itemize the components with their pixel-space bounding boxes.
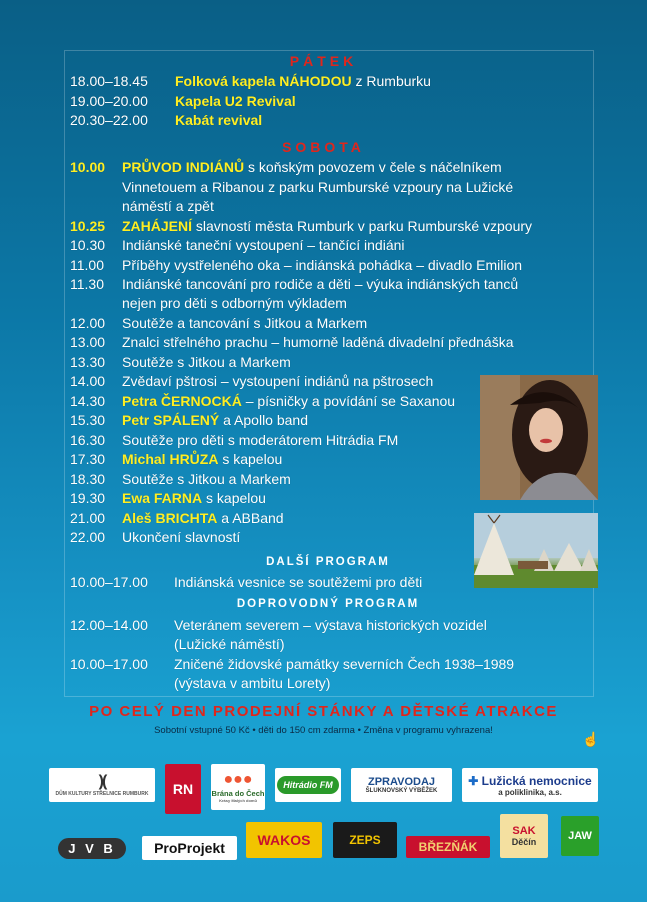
logo-zeps: ZEPS <box>333 822 397 858</box>
event-desc: slavností města Rumburk v parku Rumburské vzpoury <box>192 218 533 234</box>
event-time: 11.30 <box>70 276 104 292</box>
event-desc: – písničky a povídání se Saxanou <box>241 393 456 409</box>
logo-wakos: WAKOS <box>246 822 322 858</box>
event-time: 10.00–17.00 <box>70 656 148 672</box>
event-time: 11.00 <box>70 257 104 273</box>
event-time: 12.00 <box>70 315 106 331</box>
event-time: 19.30 <box>70 490 106 506</box>
event-time: 10.25 <box>70 218 106 234</box>
event-time: 20.30–22.00 <box>70 112 148 128</box>
event-desc: Ukončení slavností <box>122 529 241 545</box>
logo-nemocnice-name: Lužická nemocnice <box>481 773 592 788</box>
event-time: 12.00–14.00 <box>70 617 148 633</box>
logo-hitradio <box>275 768 341 802</box>
singer-photo <box>480 375 598 500</box>
event-time: 10.30 <box>70 237 106 253</box>
event-highlight: Ewa FARNA <box>122 490 203 506</box>
section-friday-title: PÁTEK <box>289 53 358 69</box>
event-desc: Znalci střelného prachu – humorně laděná divadelní přednáška <box>122 334 514 350</box>
footer-note: Sobotní vstupné 50 Kč • děti do 150 cm zdarma • Změna v programu vyhrazena! <box>154 725 493 736</box>
logo-sak-text: SAK <box>512 825 536 837</box>
logo-zpravodaj-text: ZPRAVODAJ <box>367 776 436 788</box>
event-desc: Zvědaví pštrosi – vystoupení indiánů na pštrosech <box>122 373 434 389</box>
logo-sak-sub: Děčín <box>511 837 537 847</box>
event-time: 18.00–18.45 <box>70 73 148 89</box>
event-highlight: Petra ČERNOCKÁ <box>122 393 242 409</box>
event-desc: Soutěže s Jitkou a Markem <box>122 471 291 487</box>
event-highlight: PRŮVOD INDIÁNŮ <box>122 159 245 175</box>
footer-headline: PO CELÝ DEN PRODEJNÍ STÁNKY A DĚTSKÉ ATRAKCE <box>89 703 558 720</box>
logo-rn: RN <box>165 764 201 814</box>
event-time: 13.30 <box>70 354 106 370</box>
event-time: 10.00–17.00 <box>70 574 148 590</box>
event-time: 18.30 <box>70 471 106 487</box>
event-desc: Veteránem severem – výstava historických vozidel <box>174 617 487 633</box>
event-time: 13.00 <box>70 334 106 350</box>
section-accompanying-title: DOPROVODNÝ PROGRAM <box>236 598 420 610</box>
event-time: 10.00 <box>70 159 106 175</box>
event-desc-cont: (výstava v ambitu Lorety) <box>174 675 331 691</box>
logo-dk <box>49 768 155 802</box>
logo-jaw: JAW <box>561 816 599 856</box>
event-desc: Soutěže a tancování s Jitkou a Markem <box>122 315 368 331</box>
logo-breznak: BŘEZŇÁK <box>406 836 490 858</box>
event-time: 14.30 <box>70 393 106 409</box>
event-desc-cont: (Lužické náměstí) <box>174 636 285 652</box>
logo-nemocnice-text <box>468 774 591 788</box>
event-highlight: Petr SPÁLENÝ <box>122 412 220 428</box>
logo-nemocnice-sub: a poliklinika, a.s. <box>498 787 562 797</box>
event-desc-cont: nejen pro děti s odborným výkladem <box>122 295 347 311</box>
section-more-title: DALŠÍ PROGRAM <box>266 556 390 568</box>
event-time: 21.00 <box>70 510 106 526</box>
event-desc-cont: Vinnetouem a Ribanou z parku Rumburské vzpoury na Lužické <box>122 179 514 195</box>
cross-icon: ✚ <box>468 773 482 788</box>
dk-mark-icon: )( <box>98 773 106 790</box>
event-desc: a Apollo band <box>219 412 308 428</box>
event-desc: s koňským povozem v čele s náčelníkem <box>244 159 502 175</box>
event-highlight: Kabát revival <box>175 112 263 128</box>
logo-dk-text: DŮM KULTURY STŘELNICE RUMBURK <box>55 791 149 797</box>
logo-proprojekt <box>142 836 237 860</box>
event-desc: Indiánské tancování pro rodiče a děti – výuka indiánských tanců <box>122 276 519 292</box>
event-time: 22.00 <box>70 529 106 545</box>
event-desc-cont: náměstí a zpět <box>122 198 214 214</box>
logo-jvb-text: J V B <box>58 838 126 859</box>
event-desc: a ABBand <box>217 510 284 526</box>
event-time: 15.30 <box>70 412 106 428</box>
logo-brana-text: Brána do Čech <box>211 789 265 798</box>
event-highlight: Folková kapela NÁHODOU <box>175 73 352 89</box>
logo-hitradio-text: Hitrádio FM <box>277 776 339 794</box>
event-desc: Příběhy vystřeleného oka – indiánská pohádka – divadlo Emilion <box>122 257 523 273</box>
logo-brana-sub: Krásy Malých domů <box>219 798 257 803</box>
event-desc: s kapelou <box>218 451 283 467</box>
event-time: 19.00–20.00 <box>70 93 148 109</box>
logo-sak <box>500 814 548 858</box>
event-desc: Indiánské taneční vystoupení – tančící indiáni <box>122 237 405 253</box>
event-desc: Zničené židovské památky severních Čech 1938–1989 <box>174 656 515 672</box>
event-time: 16.30 <box>70 432 106 448</box>
event-time: 17.30 <box>70 451 106 467</box>
logo-proprojekt-text: ProProjekt <box>154 840 225 856</box>
event-desc: Soutěže pro děti s moderátorem Hitrádia FM <box>122 432 399 448</box>
sponsor-logos <box>0 748 647 902</box>
logo-jvb <box>50 835 134 861</box>
logo-nemocnice <box>462 768 598 802</box>
brana-dots-icon: ●●● <box>223 771 253 788</box>
section-saturday-title: SOBOTA <box>282 139 365 155</box>
event-time: 14.00 <box>70 373 106 389</box>
event-desc: Indiánská vesnice se soutěžemi pro děti <box>174 574 423 590</box>
event-desc: z Rumburku <box>351 73 431 89</box>
event-desc: Soutěže s Jitkou a Markem <box>122 354 291 370</box>
event-highlight: ZAHÁJENÍ <box>122 218 193 234</box>
logo-zpravodaj <box>351 768 452 802</box>
event-highlight: Aleš BRICHTA <box>122 510 218 526</box>
event-highlight: Michal HRŮZA <box>122 451 219 467</box>
logo-zpravodaj-sub: ŠLUKNOVSKÝ VÝBĚŽEK <box>365 788 438 794</box>
event-desc: s kapelou <box>202 490 266 506</box>
tipi-photo <box>474 513 598 588</box>
hand-icon: ☝ <box>582 731 600 747</box>
logo-brana <box>211 764 265 810</box>
event-highlight: Kapela U2 Revival <box>175 93 296 109</box>
